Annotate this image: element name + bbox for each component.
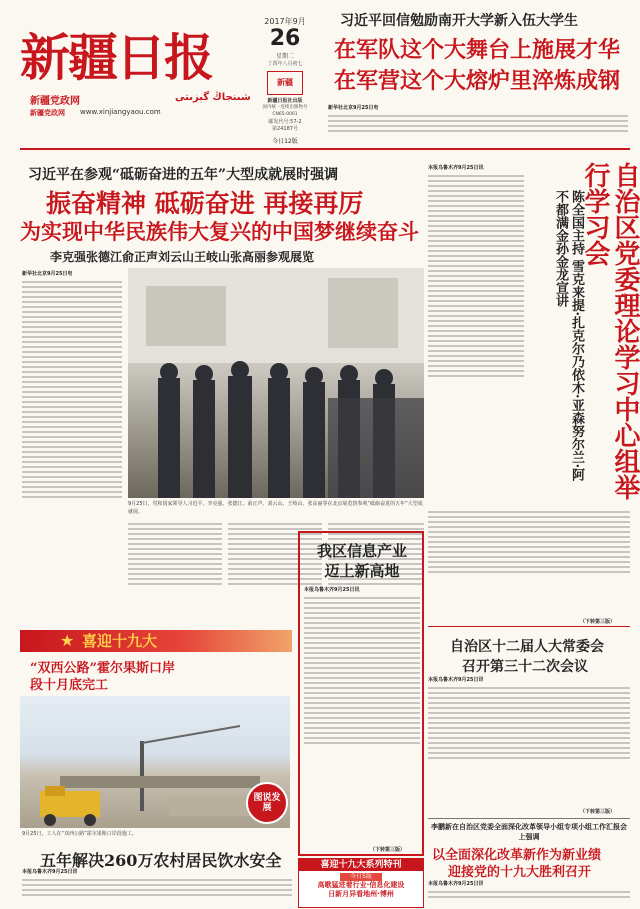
top-news-kicker: 习近平回信勉励南开大学新入伍大学生 [340, 13, 578, 29]
water-dateline: 本报乌鲁木齐9月25日讯 [22, 869, 78, 875]
study-head-2: 迎接党的十九大胜利召开 [448, 865, 592, 880]
lead-kicker: 习近平在参观“砥砺奋进的五年”大型成就展时强调 [28, 167, 339, 183]
masthead-rule [20, 148, 630, 150]
masthead-subtitle-2: 新疆党政网 [30, 109, 65, 117]
paper-mini-logo: 新疆 [267, 71, 303, 95]
publisher-line: 新疆日报社出版 [267, 98, 303, 104]
date-box [255, 14, 315, 146]
lead-dateline: 新华社北京9月25日电 [22, 271, 73, 277]
feature-body [304, 594, 420, 844]
right-lead-body-b [428, 508, 630, 618]
date-lunar: 丁酉年八月初七 [267, 61, 303, 67]
standing-head-2: 召开第三十二次会议 [462, 659, 588, 675]
series-line-1[interactable]: 高歌猛进着行业·信息化建设 [317, 881, 405, 889]
standing-more[interactable]: （下转第三版） [580, 809, 616, 815]
study-rule [428, 818, 630, 819]
banner-star-icon: ★ [60, 631, 75, 650]
photo-story-title: “双西公路”霍尔果斯口岸段十月底完工 [30, 661, 175, 693]
study-body [428, 888, 630, 908]
right-lead-side: 陈全国主持 雪克来提·扎克尔乃依木·亚森努尔兰·阿不都满金孙金龙宣讲 [553, 190, 584, 482]
date-year-month: 2017年9月 [264, 17, 306, 26]
water-body [22, 876, 292, 906]
masthead-title: 新疆日报 [20, 28, 212, 87]
study-head-1: 以全面深化改革新作为新业绩 [432, 848, 602, 863]
standing-body [428, 684, 630, 808]
top-news-head-1: 在军队这个大舞台上施展才华 [334, 37, 621, 63]
banner-text: 喜迎十九大 [82, 632, 158, 650]
standing-dateline: 本报乌鲁木齐9月25日讯 [428, 677, 484, 683]
study-dateline: 本报乌鲁木齐9月25日讯 [428, 881, 484, 887]
series-line-2[interactable]: 日新月异看地州·博州 [328, 890, 394, 898]
right-lead-dateline: 本报乌鲁木齐9月25日讯 [428, 165, 484, 171]
lead-photo-caption: 9月25日，党和国家领导人习近平、李克强、张德江、俞正声、刘云山、王岐山、张高丽等在北京展览馆参观“砥砺奋进的五年”大型成就展。 [128, 501, 423, 515]
issue-number: 第24187号 [272, 126, 298, 132]
cn-number: 国内统一连续出版物号 CN65-0001 [262, 105, 308, 117]
date-weekday: 星期二 [275, 53, 294, 60]
masthead-subtitle: 新疆党政网 [30, 96, 80, 107]
series-box [298, 858, 424, 908]
lead-sub: 李克强张德江俞正声刘云山王岐山张高丽参观展览 [50, 250, 315, 264]
top-news-dateline: 新华社北京9月25日电 [328, 105, 379, 111]
site-url[interactable]: www.xinjiangyaou.com [80, 108, 161, 116]
feature-head-1: 我区信息产业 [316, 542, 407, 560]
photo-story-caption: 9月25日，工人在“双西公路”霍尔果斯口岸段施工。 [22, 831, 137, 837]
study-kicker: 李鹏新在自治区党委全面深化改革领导小组专项小组工作汇报会上强调 [431, 823, 627, 841]
series-tag-1: 今日5版 [340, 873, 382, 881]
lead-photo [128, 268, 424, 498]
feature-head-2: 迈上新高地 [324, 562, 400, 580]
right-lead-body-a [428, 172, 524, 502]
lead-body-col-1 [22, 278, 122, 628]
post-code: 邮发代号:57-2 [268, 119, 302, 125]
lead-head-2: 为实现中华民族伟大复兴的中国梦继续奋斗 [20, 219, 419, 244]
right-rule [428, 626, 630, 627]
masthead-uyghur: شىنجاڭ گېزىتى [175, 92, 251, 103]
lead-photo-figures [128, 268, 424, 498]
top-news-head-2: 在军营这个大熔炉里淬炼成钢 [334, 68, 621, 94]
feature-more[interactable]: （下转第三版） [370, 847, 406, 853]
right-lead-more[interactable]: （下转第三版） [580, 619, 616, 625]
water-head: 五年解决260万农村居民饮水安全 [40, 851, 282, 870]
top-news-body [328, 112, 628, 146]
standing-head-1: 自治区十二届人大常委会 [450, 639, 604, 655]
photo-story-badge [246, 782, 288, 824]
lead-body-col-2 [128, 520, 222, 624]
lead-head-1: 振奋精神 砥砺奋进 再接再厉 [46, 189, 364, 218]
series-title: 喜迎十九大系列特刊 [299, 859, 423, 871]
photo-story-badge-text: 图说发展 [253, 793, 281, 813]
date-day: 26 [269, 26, 301, 51]
page-count: 今日12版 [272, 138, 298, 145]
right-lead-head: 自治区党委理论学习中心组举行学习会 [580, 162, 640, 500]
feature-dateline: 本报乌鲁木齐9月25日讯 [304, 587, 360, 593]
